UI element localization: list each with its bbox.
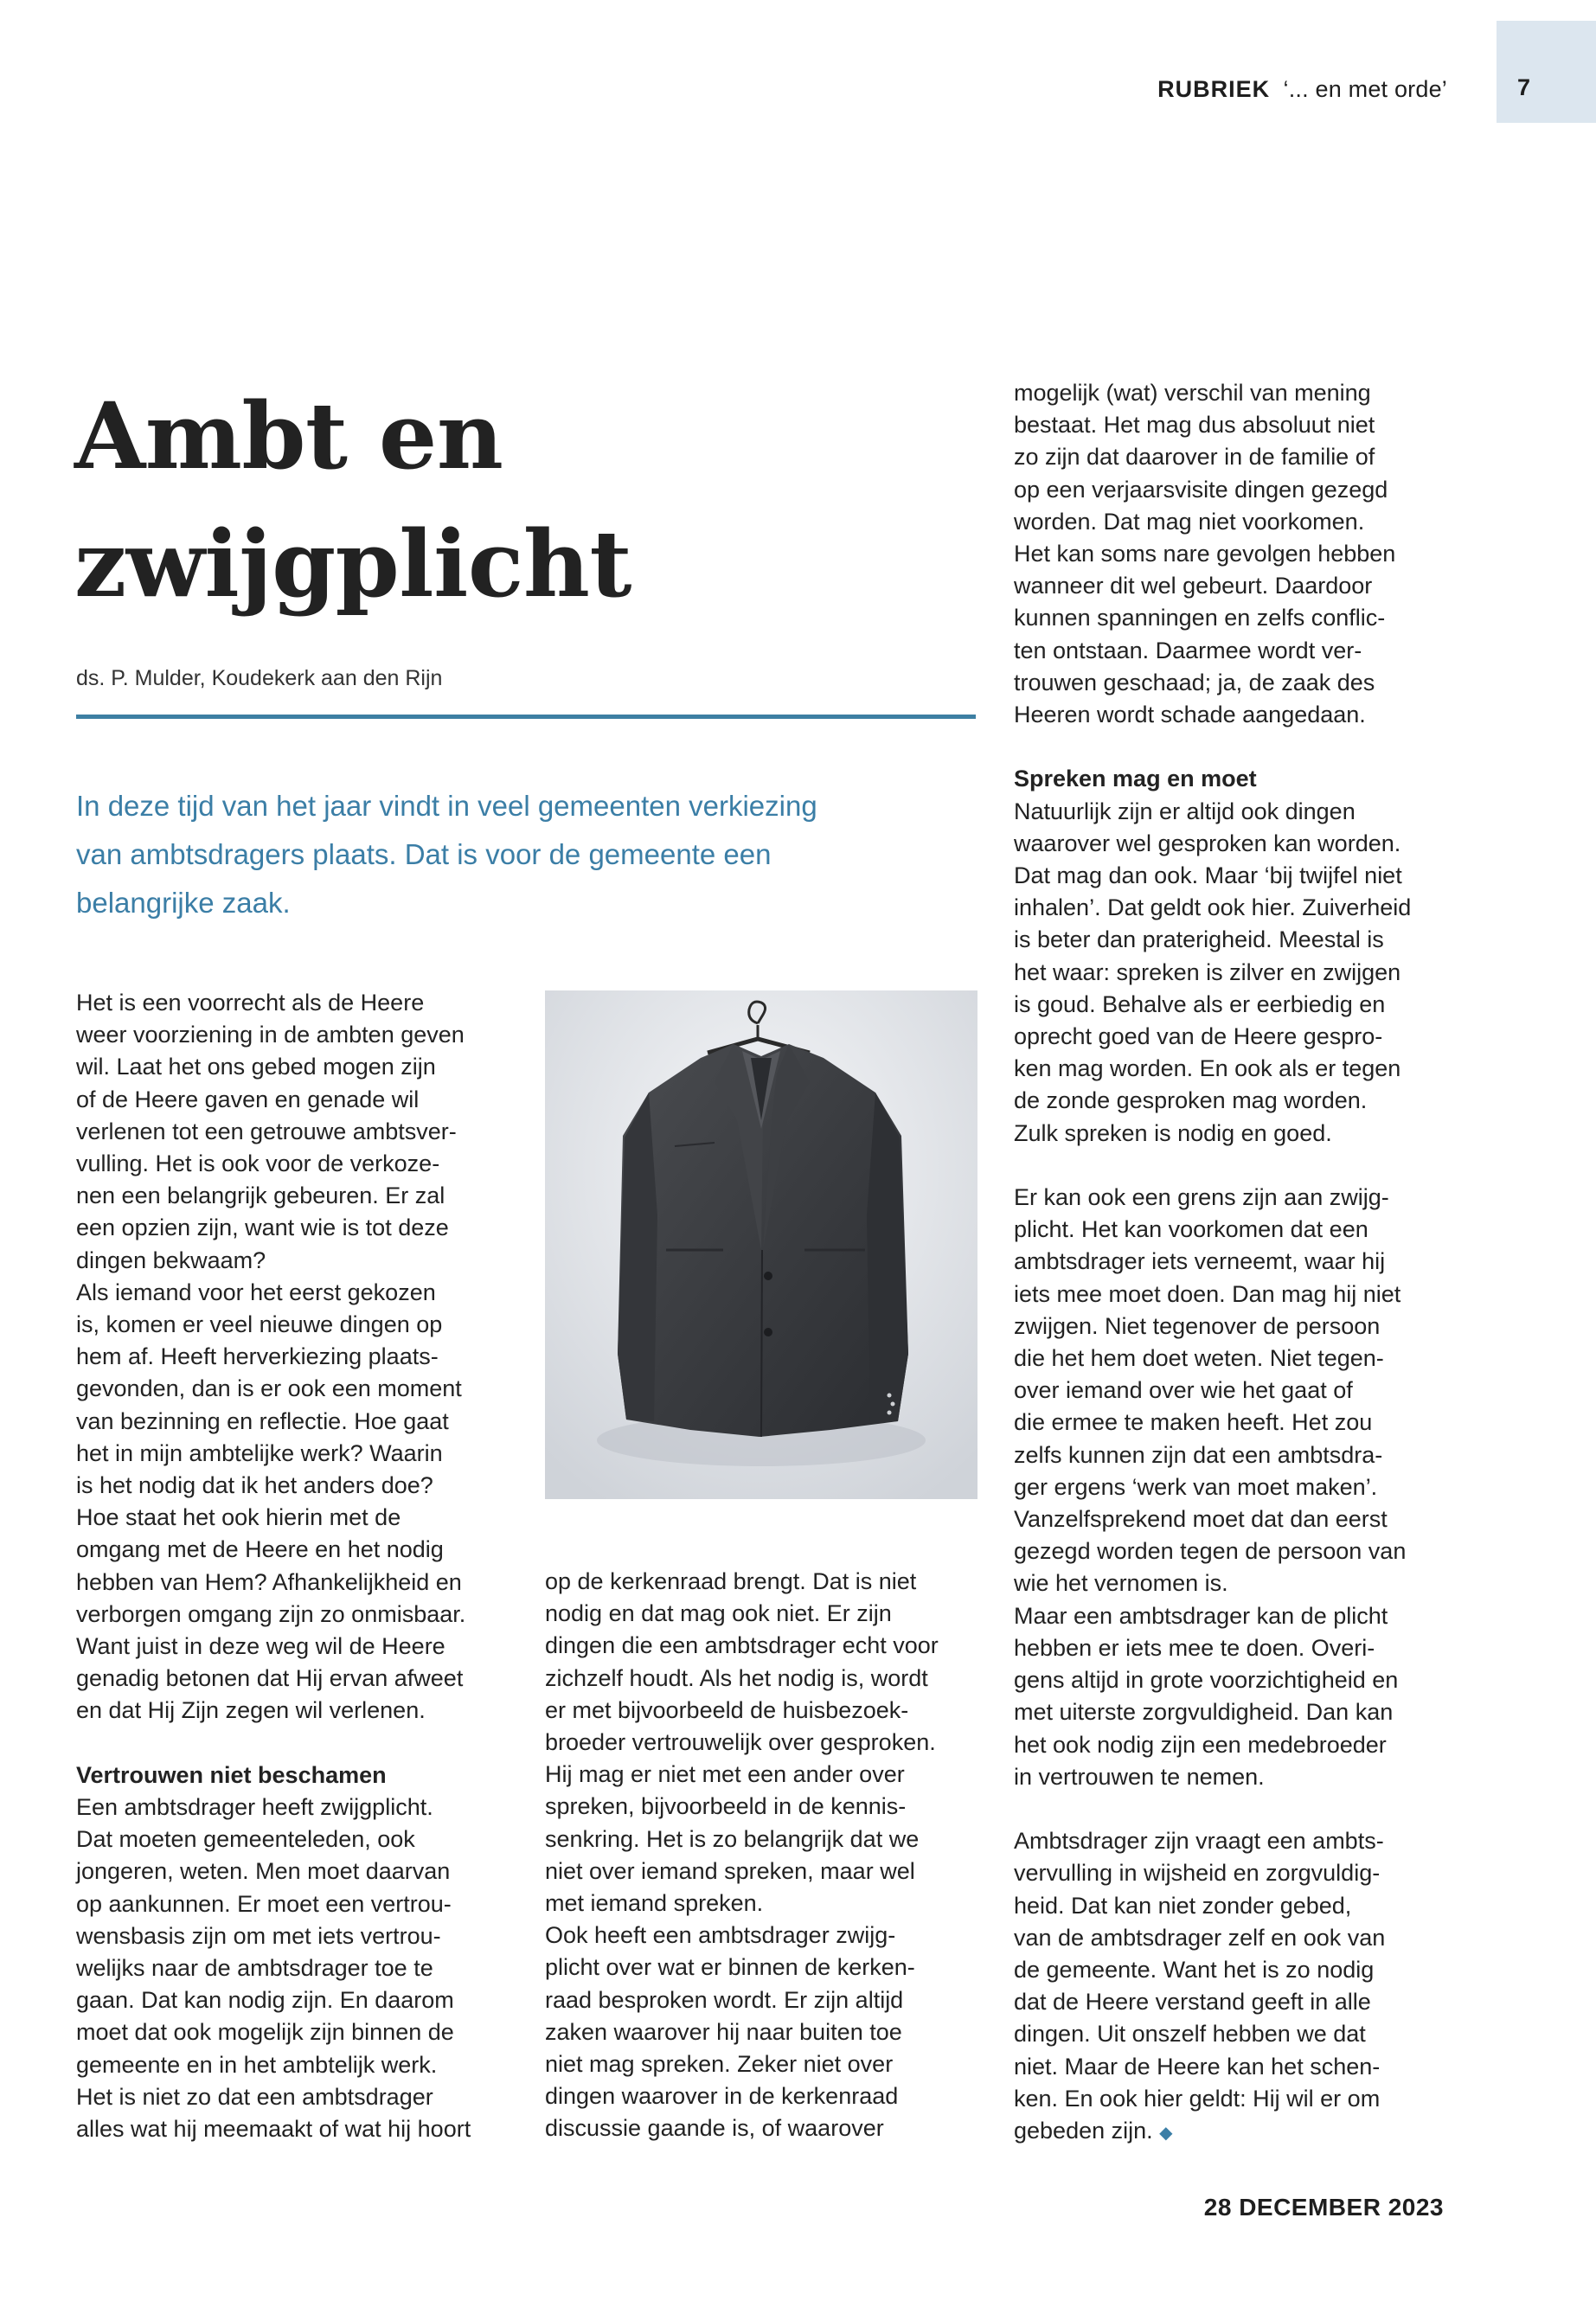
- body-paragraph: mogelijk (wat) verschil van mening bestaat. Het mag dus absoluut niet zo zijn dat daarover in de familie of op een verjaarsvisite dingen gezegd worden. Dat mag niet voorkomen. Het kan soms nare gevolgen hebben wanneer dit wel gebeurt. Daardoor kunnen spanningen en zelfs conflic- ten ontstaan. Daarmee wordt ver- trouwen geschaad; ja, de zaak des Heeren wordt schade aangedaan.: [1014, 380, 1396, 728]
- suit-jacket-illustration: [545, 990, 977, 1499]
- page-number: 7: [1516, 74, 1531, 100]
- title-divider: [76, 715, 976, 719]
- title-line-1: Ambt en: [74, 381, 503, 490]
- closing-text: Ambtsdrager zijn vraagt een ambts- vervulling in wijsheid en zorgvuldig- heid. Dat kan niet zonder gebed, van de ambtsdrager zelf en ook van de gemeente. Want het is zo nodig dat de Heere verstand geeft in alle dingen. Uit onszelf hebben we dat niet. Maar de Heere kan het schen- ken. En ook hier geldt: Hij wil er om gebeden zijn.: [1014, 1828, 1386, 2144]
- body-paragraph: Een ambtsdrager heeft zwijgplicht. Dat moeten gemeenteleden, ook jongeren, weten. Men moet daarvan op aankunnen. Er moet een vertrou- wensbasis zijn om met iets vertrou- welijks naar de ambtsdrager toe te gaan. Dat kan nodig zijn. En daarom moet dat ook mogelijk zijn binnen de gemeente en in het ambtelijk werk. Het is niet zo dat een ambtsdrager alles wat hij meemaakt of wat hij hoort: [76, 1794, 471, 2143]
- body-paragraph: Er kan ook een grens zijn aan zwijg- plicht. Het kan voorkomen dat een ambtsdrager iets verneemt, waar hij iets mee moet doen. Dan mag hij niet zwijgen. Niet tegenover de persoon die het hem doet weten. Niet tegen- over iemand over wie het gaat of die ermee te maken heeft. Het zou zelfs kunnen zijn dat een ambtsdra- ger ergens ‘werk van moet maken’. Vanzelfsprekend moet dat dan eerst gezegd worden tegen de persoon van wie het vernomen is. Maar een ambtsdrager kan de plicht hebben er iets mee te doen. Overi- gens altijd in grote voorzichtigheid en met uiterste zorgvuldigheid. Dan kan het ook nodig zijn een medebroeder in vertrouwen te nemen.: [1014, 1184, 1407, 1790]
- subheading: Vertrouwen niet beschamen: [76, 1761, 387, 1788]
- issue-date: 28 DECEMBER 2023: [1203, 2194, 1444, 2221]
- body-paragraph: Het is een voorrecht als de Heere weer voorziening in de ambten geven wil. Laat het ons gebed mogen zijn of de Heere gaven en genade wil verlenen tot een getrouwe ambtsver- vulling. Het is ook voor de verkoze- nen een belangrijk gebeuren. Er zal een opzien zijn, want wie is tot deze dingen bekwaam? Als iemand voor het eerst gekozen is, komen er veel nieuwe dingen op hem af. Heeft herverkiezing plaats- gevonden, dan is er ook een moment van bezinning en reflectie. Hoe gaat het in mijn ambtelijke werk? Waarin is het nodig dat ik het anders doe? Hoe staat het ook hierin met de omgang met de Heere en het nodig hebben van Hem? Afhankelijkheid en verborgen omgang zijn zo onmisbaar. Want juist in deze weg wil de Heere genadig betonen dat Hij ervan afweet en dat Hij Zijn zegen wil verlenen.: [76, 990, 466, 1724]
- article-title: [74, 372, 631, 628]
- section-subtitle: ‘... en met orde’: [1283, 76, 1447, 102]
- body-paragraph: op de kerkenraad brengt. Dat is niet nodig en dat mag ook niet. Er zijn dingen die een ambtsdrager echt voor zichzelf houdt. Als het nodig is, wordt er met bijvoorbeeld de huisbezoek- broeder vertrouwelijk over gesproken. Hij mag er niet met een ander over spreken, bijvoorbeeld in de kennis- senkring. Het is zo belangrijk dat we niet over iemand spreken, maar wel met iemand spreken. Ook heeft een ambtsdrager zwijg- plicht over wat er binnen de kerken- raad besproken wordt. Er zijn altijd zaken waarover hij naar buiten toe niet mag spreken. Zeker niet over dingen waarover in de kerkenraad discussie gaande is, of waarover: [545, 1568, 939, 2142]
- section-header: [1157, 76, 1447, 103]
- byline: ds. P. Mulder, Koudekerk aan den Rijn: [76, 666, 443, 690]
- subheading: Spreken mag en moet: [1014, 766, 1257, 792]
- body-paragraph: Natuurlijk zijn er altijd ook dingen waarover wel gesproken kan worden. Dat mag dan ook. Maar ‘bij twijfel niet inhalen’. Dat geldt ook hier. Zuiverheid is beter dan praterigheid. Meestal is het waar: spreken is zilver en zwijgen is goud. Behalve als er eerbiedig en oprecht goed van de Heere gespro- ken mag worden. En ook als er tegen de zonde gesproken mag worden. Zulk spreken is nodig en goed.: [1014, 798, 1412, 1146]
- section-label: RUBRIEK: [1157, 76, 1271, 102]
- end-mark-icon: ◆: [1159, 2123, 1173, 2143]
- closing-paragraph: [1014, 1825, 1464, 2150]
- column-1: [76, 987, 526, 2145]
- lead-paragraph: In deze tijd van het jaar vindt in veel gemeenten verkiezing van ambtsdragers plaats. Dat is voor de gemeente een belangrijke zaak.: [76, 790, 817, 919]
- title-line-2: zwijgplicht: [74, 510, 631, 618]
- column-2: [545, 1566, 995, 2145]
- suit-jacket-photo: [545, 990, 977, 1499]
- column-3: [1014, 377, 1464, 2150]
- page-number-tab: [1497, 21, 1596, 123]
